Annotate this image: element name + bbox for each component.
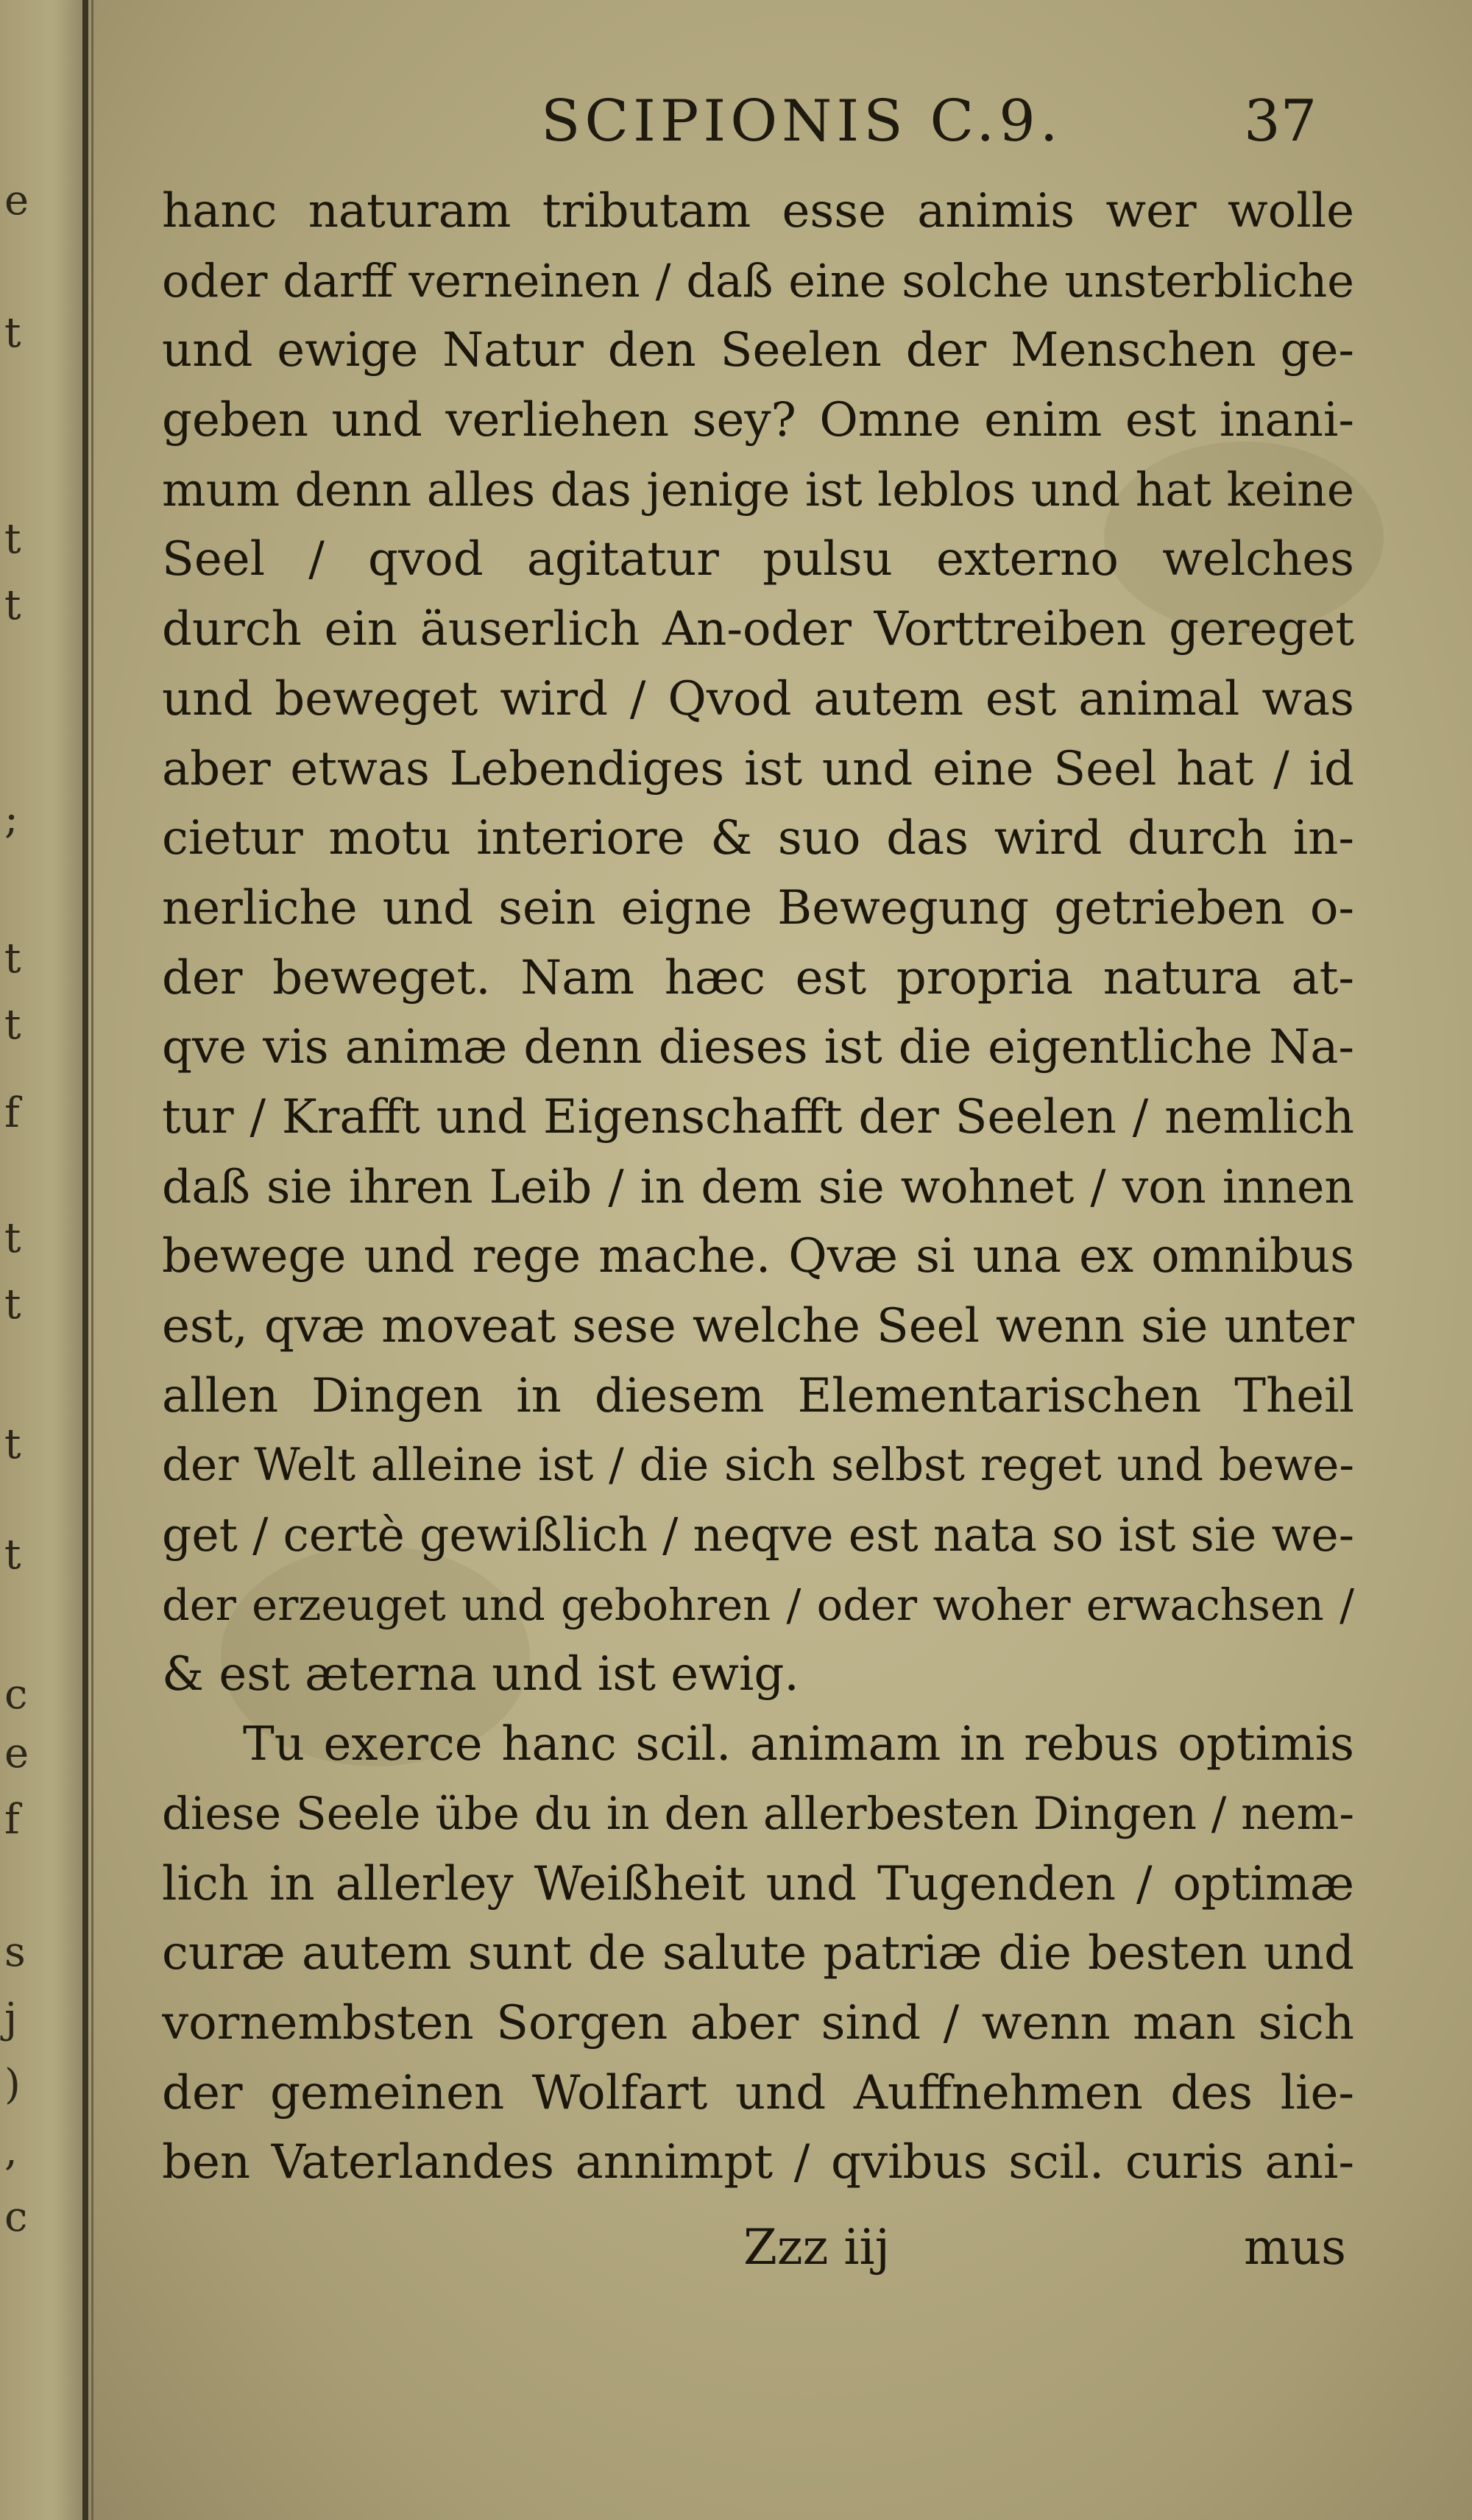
text-line: hanc naturam tributam esse animis wer wolle (162, 184, 1354, 238)
edge-fragment: , (4, 2127, 18, 2175)
edge-fragment: ; (4, 795, 18, 843)
text-line: ben Vaterlandes annimpt / qvibus scil. curis ani- (162, 2135, 1354, 2190)
edge-fragment: t (4, 1420, 21, 1468)
edge-fragment: t (4, 581, 21, 629)
facing-page-edge-text (4, 0, 49, 2520)
text-line: aber etwas Lebendiges ist und eine Seel hat / id (162, 741, 1354, 796)
text-line: durch ein äuserlich An-oder Vorttreiben gereget (162, 602, 1354, 657)
text-line: get / certè gewißlich / neqve est nata so ist sie we- (162, 1508, 1354, 1562)
text-line: qve vis animæ denn dieses ist die eigentliche Na- (162, 1020, 1354, 1075)
paragraph-end-line: & est æterna und ist ewig. (162, 1647, 799, 1702)
gutter-fold-line (82, 0, 88, 2520)
edge-fragment: s (4, 1928, 26, 1976)
text-line: lich in allerley Weißheit und Tugenden / optimæ (162, 1856, 1354, 1911)
edge-fragment: t (4, 1214, 21, 1262)
edge-fragment: t (4, 515, 21, 563)
text-line: und beweget wird / Qvod autem est animal was (162, 671, 1354, 726)
text-line: oder darff verneinen / daß eine solche unsterbliche (162, 253, 1354, 308)
edge-fragment: c (4, 2193, 28, 2241)
text-line: tur / Krafft und Eigenschafft der Seelen / nemlich (162, 1089, 1354, 1144)
edge-fragment: e (4, 177, 29, 224)
text-line: est, qvæ moveat sese welche Seel wenn sie unter (162, 1299, 1354, 1353)
edge-fragment: c (4, 1671, 28, 1719)
text-line: der gemeinen Wolfart und Auffnehmen des lie- (162, 2065, 1354, 2120)
edge-fragment: t (4, 1281, 21, 1328)
catchword: mus (1244, 2219, 1346, 2276)
edge-fragment: ) (4, 2061, 21, 2109)
text-line: der beweget. Nam hæc est propria natura at- (162, 950, 1354, 1005)
text-line: Seel / qvod agitatur pulsu externo welches (162, 532, 1354, 587)
paragraph-start-line: Tu exerce hanc scil. animam in rebus optimis (243, 1717, 1354, 1772)
edge-fragment: t (4, 935, 21, 983)
text-line: curæ autem sunt de salute patriæ die besten und (162, 1926, 1354, 1981)
page-number: 37 (1244, 88, 1317, 155)
text-line: der Welt alleine ist / die sich selbst reget und bewe- (162, 1439, 1354, 1492)
gutter-shadow-line (91, 0, 93, 2520)
text-line: diese Seele übe du in den allerbesten Dingen / nem- (162, 1787, 1354, 1840)
text-line: mum denn alles das jenige ist leblos und hat keine (162, 462, 1354, 517)
text-line: cietur motu interiore & suo das wird durch in- (162, 811, 1354, 866)
text-line: der erzeuget und gebohren / oder woher erwachsen / (162, 1579, 1354, 1630)
signature-mark: Zzz iij (743, 2219, 891, 2276)
edge-fragment: t (4, 1001, 21, 1049)
edge-fragment: t (4, 1531, 21, 1579)
edge-fragment: t (4, 309, 21, 357)
text-line: daß sie ihren Leib / in dem sie wohnet / von innen (162, 1159, 1354, 1214)
edge-fragment: e (4, 1730, 29, 1777)
text-line: nerliche und sein eigne Bewegung getrieben o- (162, 880, 1354, 935)
edge-fragment: f (4, 1796, 20, 1844)
text-line: vornembsten Sorgen aber sind / wenn man sich (162, 1995, 1354, 2050)
text-line: bewege und rege mache. Qvæ si una ex omnibus (162, 1229, 1354, 1284)
running-head: SCIPIONIS C.9. (541, 88, 1063, 155)
edge-fragment: f (4, 1089, 20, 1137)
edge-fragment: j (4, 1995, 18, 2042)
text-line: und ewige Natur den Seelen der Menschen ge- (162, 323, 1354, 378)
page-header (0, 88, 1472, 169)
text-line: geben und verliehen sey? Omne enim est inani- (162, 393, 1354, 448)
body-text (162, 177, 1354, 2198)
page-footer (0, 2219, 1472, 2300)
text-line: allen Dingen in diesem Elementarischen Theil (162, 1368, 1354, 1423)
